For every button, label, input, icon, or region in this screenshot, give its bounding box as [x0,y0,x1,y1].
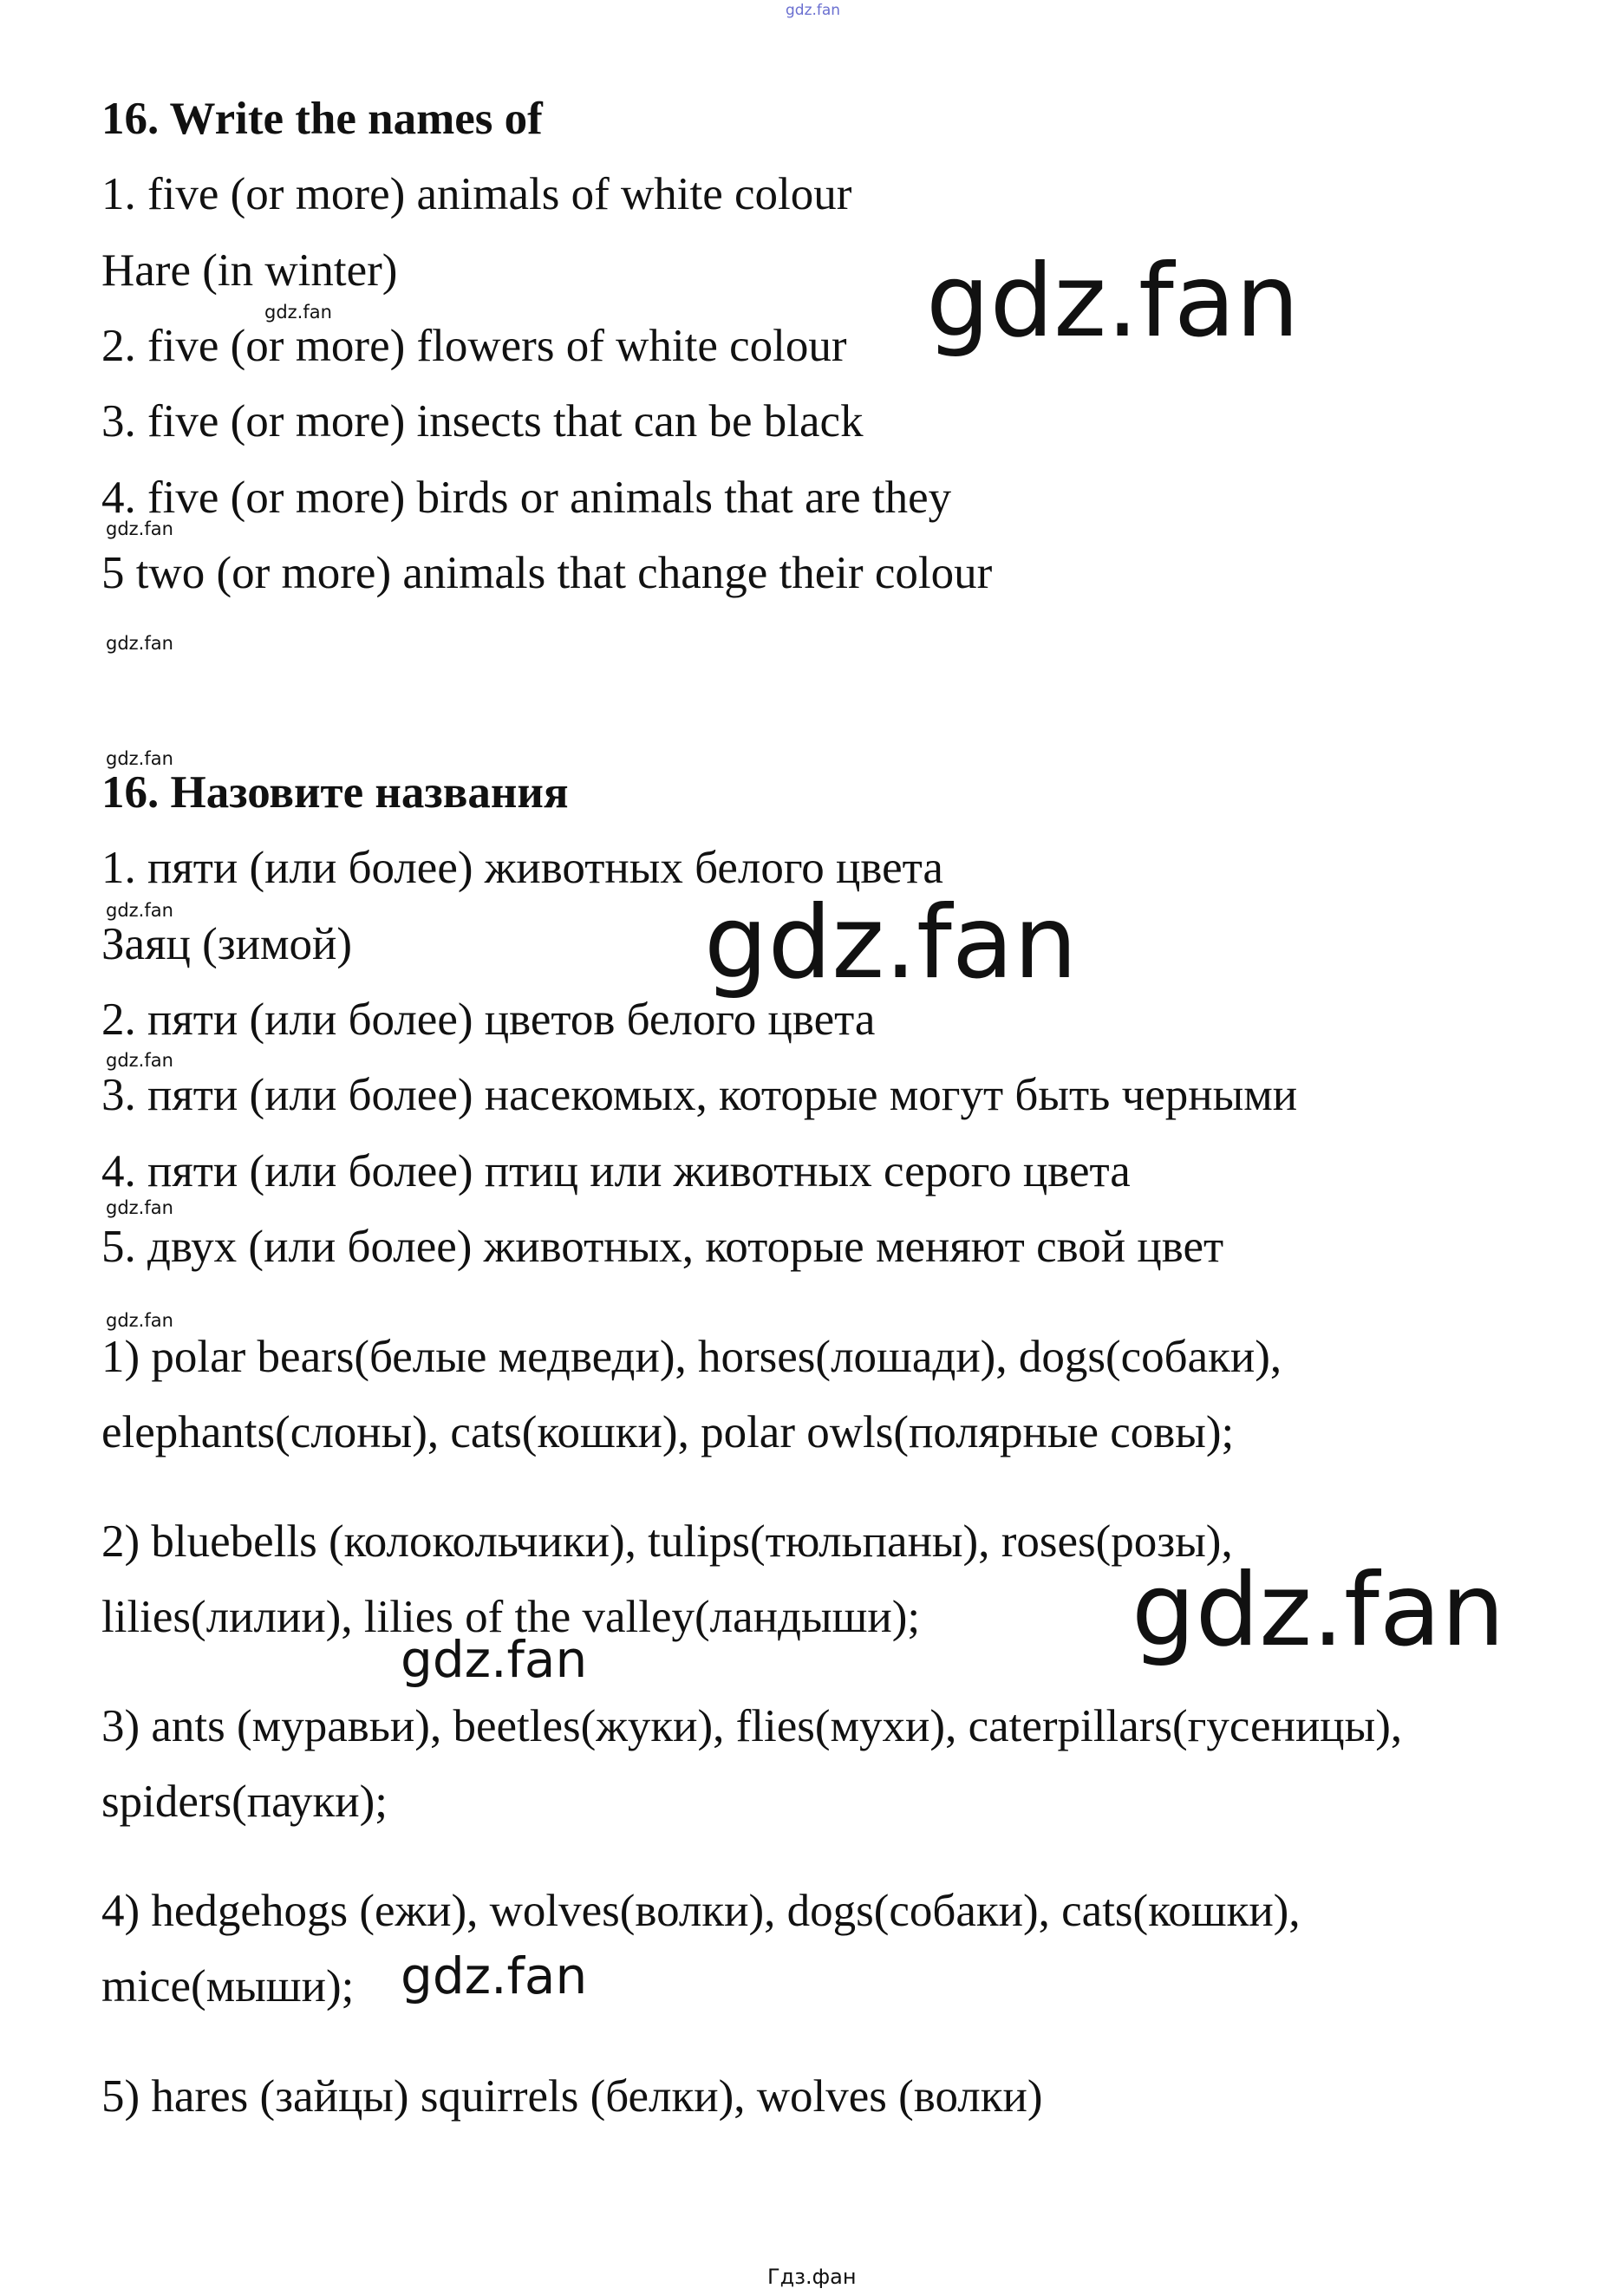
section-ru-line-6: 5. двух (или более) животных, которые меняют свой цвет [101,1222,1224,1272]
answer-3-line-2: spiders(пауки); [101,1777,388,1827]
answer-1-line-2: elephants(слоны), cats(кошки), polar owls(полярные совы); [101,1407,1235,1457]
watermark-big: gdz.fan [926,243,1300,360]
watermark-mid: gdz.fan [401,1630,588,1689]
page-footer: Гдз.фан [767,2265,857,2289]
watermark-mid: gdz.fan [401,1946,588,2005]
section-en-line-4: 3. five (or more) insects that can be black [101,396,864,447]
watermark-small: gdz.fan [106,900,173,921]
section-en-line-5: 4. five (or more) birds or animals that are they [101,473,952,523]
section-en-line-3: 2. five (or more) flowers of white colour [101,321,847,371]
answer-2-line-1: 2) bluebells (колокольчики), tulips(тюльпаны), roses(розы), [101,1516,1233,1567]
section-en-line-6: 5 two (or more) animals that change their colour [101,548,993,598]
watermark-small: gdz.fan [106,1310,173,1331]
section-ru-line-2: Заяц (зимой) [101,919,353,969]
answer-4-line-2: mice(мыши); [101,1961,355,2011]
answer-5-line-1: 5) hares (зайцы) squirrels (белки), wolves (волки) [101,2071,1043,2122]
section-en-line-2: Hare (in winter) [101,245,398,296]
answer-4-line-1: 4) hedgehogs (ежи), wolves(волки), dogs(собаки), cats(кошки), [101,1886,1301,1936]
section-ru-line-5: 4. пяти (или более) птиц или животных серого цвета [101,1146,1131,1196]
section-en-heading: 16. Write the names of [101,94,543,144]
section-en-line-1: 1. five (or more) animals of white colour [101,169,852,219]
watermark-big: gdz.fan [704,884,1078,1001]
watermark-small: gdz.fan [106,1050,173,1071]
watermark-small: gdz.fan [106,1197,173,1218]
watermark-small: gdz.fan [264,302,332,323]
section-ru-heading: 16. Назовите названия [101,767,569,818]
watermark-big: gdz.fan [1132,1552,1505,1669]
answer-2-line-2: lilies(лилии), lilies of the valley(ландыши); [101,1592,921,1642]
section-ru-line-3: 2. пяти (или более) цветов белого цвета [101,994,876,1045]
answer-3-line-1: 3) ants (муравьи), beetles(жуки), flies(мухи), caterpillars(гусеницы), [101,1701,1403,1751]
section-ru-line-4: 3. пяти (или более) насекомых, которые могут быть черными [101,1070,1298,1120]
section-ru-line-1: 1. пяти (или более) животных белого цвета [101,843,943,893]
watermark-small: gdz.fan [106,633,173,654]
answer-1-line-1: 1) polar bears(белые медведи), horses(лошади), dogs(собаки), [101,1332,1282,1382]
top-watermark: gdz.fan [786,2,841,19]
watermark-small: gdz.fan [106,518,173,539]
watermark-small: gdz.fan [106,748,173,769]
